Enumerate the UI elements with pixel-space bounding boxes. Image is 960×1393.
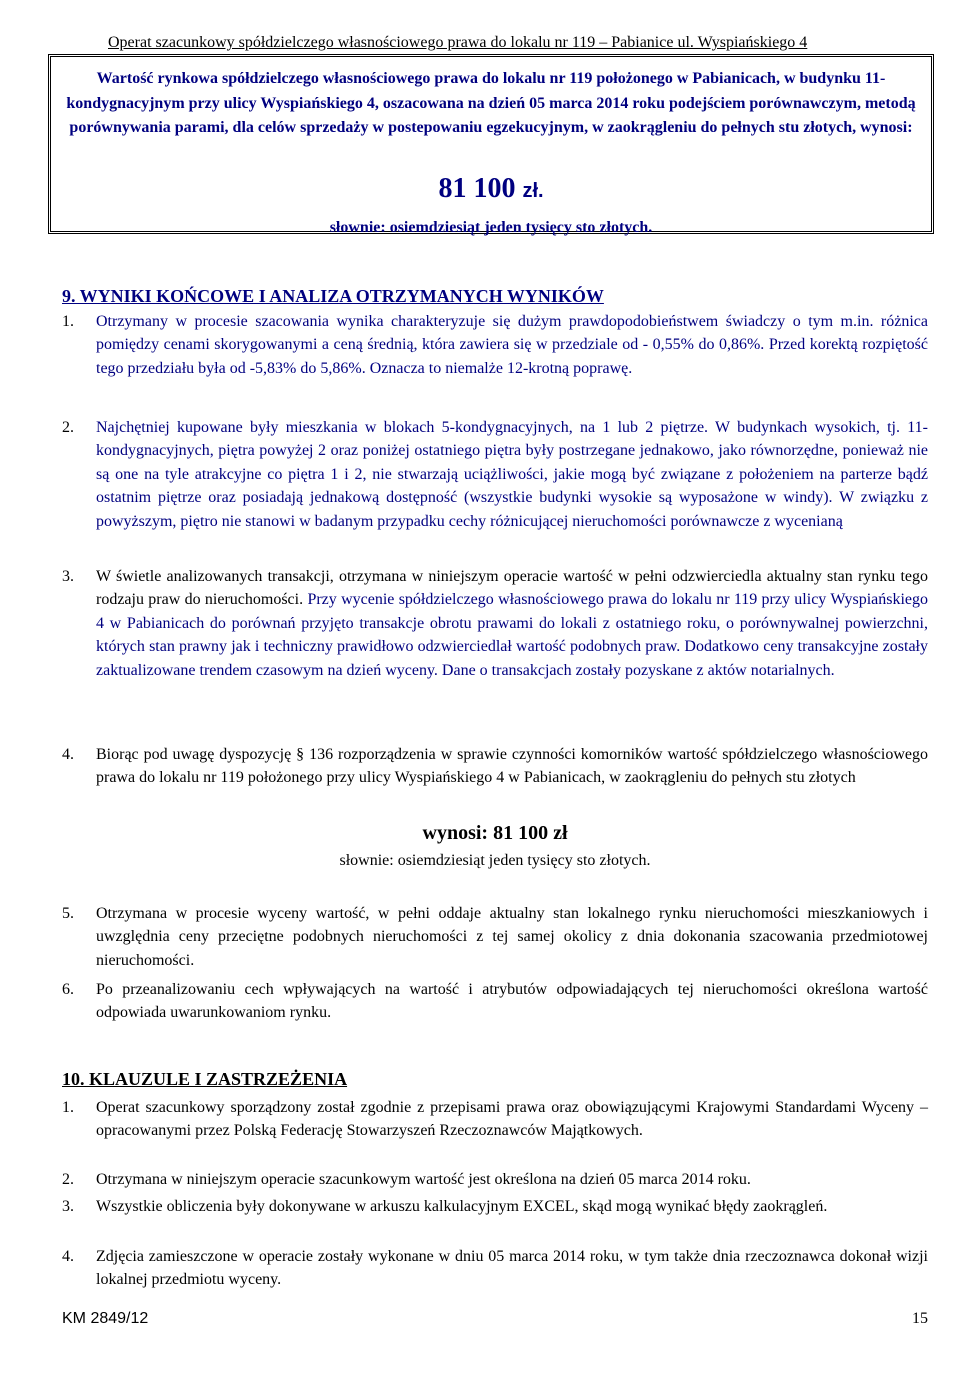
- list-item-text-part: Otrzymany w procesie szacowania wynika charakteryzuje się dużym prawdopodobieństwem świadczy o tym m.in. różnica pomiędzy cenami skorygowanymi a ceną średnią, która zawiera się w przedziale od - 0,55% do 0,86%. Przed korektą rozpiętość tego przedziału była od -5,83% do 5,86%.: [96, 313, 928, 377]
- list-item: [62, 1245, 928, 1292]
- list-item-text: Po przeanalizowaniu cech wpływających na wartość i atrybutów odpowiadających tej nieruchomości określona wartość odpowiada uwarunkowaniom rynku.: [96, 981, 928, 1022]
- valuation-amount-unit: zł.: [522, 180, 544, 202]
- list-item-text: Operat szacunkowy sporządzony został zgodnie z przepisami prawa oraz obowiązującymi Krajowymi Standardami Wyceny – opracowanymi przez Polską Federację Stowarzyszeń Rzeczoznawców Majątkowych.: [96, 1099, 928, 1140]
- list-item-text: Wszystkie obliczenia były dokonywane w arkuszu kalkulacyjnym EXCEL, skąd mogą wynikać błędy zaokrągleń.: [96, 1198, 828, 1215]
- conclusion-amount: wynosi: 81 100 zł: [422, 822, 568, 844]
- page-number: 15: [912, 1310, 928, 1327]
- list-item-number: 4.: [62, 746, 74, 763]
- conclusion-amount-in-words: słownie: osiemdziesiąt jeden tysięcy sto złotych.: [339, 852, 651, 869]
- valuation-amount-value: 81 100: [438, 173, 516, 204]
- valuation-statement: Wartość rynkowa spółdzielczego własnościowego prawa do lokalu nr 119 położonego w Pabianicach, w budynku 11-kondygnacyjnym przy ulicy Wyspiańskiego 4, oszacowana na dzień 05 marca 2014 roku podejściem porównawczym, metodą porównywania parami, dla celów sprzedaży w postepowaniu egzekucyjnym, w zaokrągleniu do pełnych stu złotych, wynosi:: [66, 70, 916, 136]
- list-item-number: 2.: [62, 419, 74, 436]
- list-item-number: 1.: [62, 1099, 74, 1116]
- list-item: [62, 978, 928, 1025]
- list-item-number: 2.: [62, 1171, 74, 1188]
- list-item-number: 3.: [62, 1198, 74, 1215]
- list-item-text-part: Przy wycenie spółdzielczego własnościowego prawa do lokalu nr 119 przy ulicy Wyspiańskiego 4 w Pabianicach do porównań przyjęto transakcje obrotu prawami do lokali z ostatniego roku, o porównywalnej powierzchni, których stan prawny jak i techniczny prawidłowo odzwierciedlał wartość podobnych praw. Dodatkowo ceny transakcyjne zostały zaktualizowane trendem czasowym na dzień wyceny. Dane o transakcjach zostały pozyskane z aktów notarialnych.: [96, 591, 929, 679]
- list-item: [62, 1195, 928, 1218]
- section-9-heading: 9. WYNIKI KOŃCOWE I ANALIZA OTRZYMANYCH WYNIKÓW: [62, 286, 604, 306]
- list-item: [62, 565, 928, 682]
- running-header: Operat szacunkowy spółdzielczego własnościowego prawa do lokalu nr 119 – Pabianice ul. Wyspiańskiego 4: [108, 34, 808, 51]
- list-item: [62, 1096, 928, 1143]
- list-item-number: 1.: [62, 313, 74, 330]
- list-item: [62, 743, 928, 790]
- list-item-number: 6.: [62, 981, 74, 998]
- section-10-heading: 10. KLAUZULE I ZASTRZEŻENIA: [62, 1069, 348, 1089]
- list-item: [62, 310, 928, 380]
- list-item-text: Zdjęcia zamieszczone w operacie zostały wykonane w dniu 05 marca 2014 roku, w tym także dnia rzeczoznawca dokonał wizji lokalnej przedmiotu wyceny.: [96, 1248, 928, 1289]
- list-item-text-part: W świetle analizowanych transakcji, otrzymana w niniejszym operacie wartość w pełni odzwierciedla aktualny stan rynku tego rodzaju praw do nieruchomości.: [96, 568, 928, 609]
- list-item-text-part: Najchętniej kupowane były mieszkania w blokach 5-kondygnacyjnych, na 1 lub 2 piętrze. W budynkach wysokich, tj. 11-kondygnacyjnych, piętra powyżej 2 oraz poniżej ostatniego piętra były postrzegane jednakowo, jako równorzędne, ponieważ nie są one na tyle atrakcyjne co piętra 1 i 2, nie stwarzają uciążliwości, jakie mogą być związane z położeniem na parterze bądź ostatnim piętrze oraz posiadają jednakową dostępność (wszystkie budynki wysokie są wyposażone w windy).: [96, 419, 928, 507]
- document-code: KM 2849/12: [62, 1310, 149, 1327]
- valuation-amount-in-words: słownie: osiemdziesiąt jeden tysięcy sto złotych.: [329, 219, 653, 236]
- list-item-text: [96, 416, 928, 533]
- list-item-text: Otrzymana w procesie wyceny wartość, w pełni oddaje aktualny stan lokalnego rynku nieruchomości mieszkaniowych i uwzględnia ceny przeciętne podobnych nieruchomości z tej samej okolicy z dnia dokonania szacowania przedmiotowej nieruchomości.: [96, 905, 928, 969]
- list-item-number: 3.: [62, 568, 74, 585]
- list-item-text: [96, 310, 928, 380]
- list-item-text: [96, 565, 928, 682]
- list-item-text-part: Oznacza to niemalże 12-krotną poprawę.: [369, 359, 633, 377]
- valuation-amount: [51, 173, 931, 207]
- list-item: [62, 416, 928, 533]
- list-item: [62, 902, 928, 972]
- list-item-number: 5.: [62, 905, 74, 922]
- list-item: [62, 1168, 928, 1191]
- list-item-text: Biorąc pod uwagę dyspozycję § 136 rozporządzenia w sprawie czynności komorników wartość spółdzielczego własnościowego prawa do lokalu nr 119 położonego przy ulicy Wyspiańskiego 4 w Pabianicach, w zaokrągleniu do pełnych stu złotych: [96, 746, 928, 787]
- list-item-number: 4.: [62, 1248, 74, 1265]
- valuation-summary-box: [48, 54, 934, 234]
- list-item-text-part: W związku z powyższym, piętro nie stanowi w badanym przypadku cechy różnicującej nieruchomości porównawcze z wycenianą: [96, 489, 929, 530]
- list-item-text: Otrzymana w niniejszym operacie szacunkowym wartość jest określona na dzień 05 marca 2014 roku.: [96, 1171, 751, 1188]
